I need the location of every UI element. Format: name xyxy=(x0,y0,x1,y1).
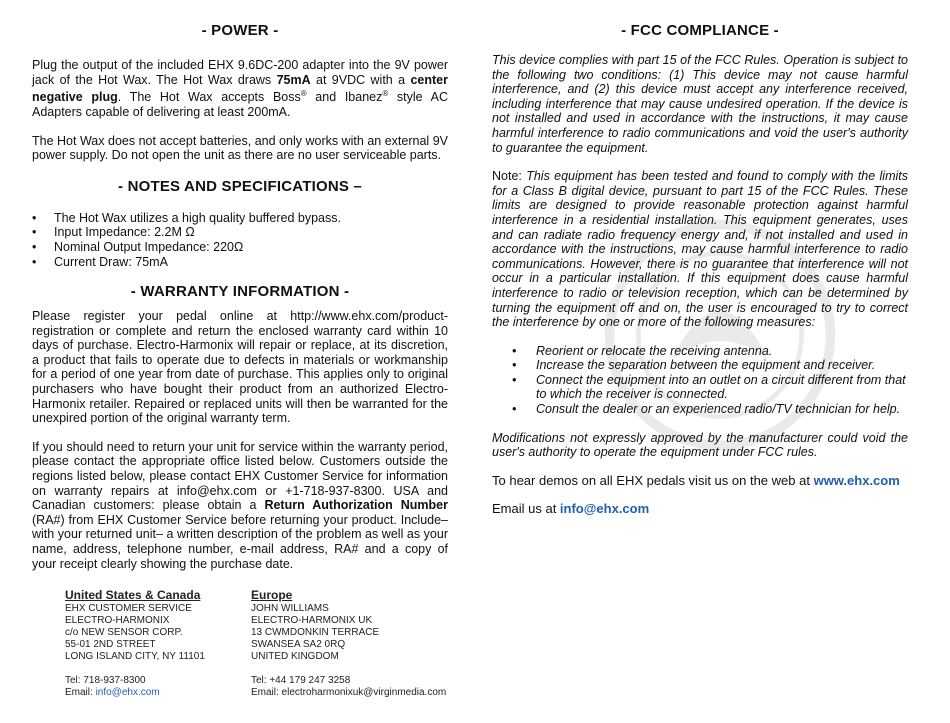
address-line: ELECTRO-HARMONIX xyxy=(65,615,170,626)
address-line: 13 CWMDONKIN TERRACE xyxy=(251,627,380,638)
us-canada-heading: United States & Canada xyxy=(65,588,201,602)
measure-item: • Connect the equipment into an outlet on a circuit different from that to which the receiver is connected. xyxy=(492,373,908,402)
address-line: SWANSEA SA2 0RQ xyxy=(251,639,346,650)
notes-heading: - NOTES AND SPECIFICATIONS – xyxy=(118,177,362,195)
spec-item: • Input Impedance: 2.2M Ω xyxy=(32,225,448,240)
europe-phone: Tel: +44 179 247 3258 xyxy=(251,675,351,686)
demos-line: To hear demos on all EHX pedals visit us on the web at www.ehx.com xyxy=(492,472,900,488)
fcc-measures-list xyxy=(492,344,908,417)
spec-item: • Current Draw: 75mA xyxy=(32,255,448,270)
email-link[interactable]: info@ehx.com xyxy=(559,501,650,517)
measure-item: • Consult the dealer or an experienced radio/TV technician for help. xyxy=(492,402,908,417)
note-label: Note: xyxy=(492,169,527,184)
warranty-heading: - WARRANTY INFORMATION - xyxy=(130,283,350,301)
measure-item: • Increase the separation between the equipment and receiver. xyxy=(492,358,908,373)
right-column xyxy=(492,0,908,517)
website-link[interactable]: www.ehx.com xyxy=(813,472,900,488)
fcc-modifications: Modifications not expressly approved by the manufacturer could void the user's authority to operate the equipment under FCC rules. xyxy=(492,430,908,460)
email-line: Email us at info@ehx.com xyxy=(492,501,650,517)
warranty-paragraph-2: If you should need to return your unit for service within the warranty period, please contact the appropriate office listed below. Customers outside the regions listed below, please contact EHX Customer Service for information on warranty repairs at info@ehx.com or +1-718-937-8300. USA and Canadian customers: please obtain a Return Authorization Number (RA#) from EHX Customer Service before returning your product. Include–with your returned unit– a written description of the problem as well as your name, address, telephone number, e-mail address, RA# and a copy of your receipt clearly showing the purchase date. xyxy=(32,439,448,571)
us-email-line: Email: info@ehx.com xyxy=(65,687,160,698)
europe-email: Email: electroharmonixuk@virginmedia.com xyxy=(251,687,447,698)
spec-item: • Nominal Output Impedance: 220Ω xyxy=(32,240,448,255)
spec-item: • The Hot Wax utilizes a high quality buffered bypass. xyxy=(32,211,448,226)
us-email-link[interactable]: info@ehx.com xyxy=(95,687,160,698)
europe-address xyxy=(251,588,461,699)
measure-item: • Reorient or relocate the receiving antenna. xyxy=(492,344,908,359)
warranty-paragraph-1: Please register your pedal online at http://www.ehx.com/product-registration or complete and return the enclosed warranty card within 10 days of purchase. Electro-Harmonix will repair or replace, at its discretion, a product that fails to operate due to defects in materials or workmanship for a period of one year from date of purchase. This applies only to original purchasers who have bought their product from an authorized Electro-Harmonix retailer. Repaired or replaced units will then be warranted for the unexpired portion of the original warranty term. xyxy=(32,309,448,426)
fcc-note-paragraph: Note: This equipment has been tested and found to comply with the limits for a Class B digital device, pursuant to part 15 of the FCC Rules. These limits are designed to provide reasonable protection against harmful interference in a residential installation. This equipment generates, uses and can radiate radio frequency energy and, if not installed and used in accordance with the instructions, may cause harmful interference to radio communications. However, there is no guarantee that interference will not occur in a particular installation. If this equipment does cause harmful interference to radio or television reception, which can be determined by turning the equipment off and on, the user is encouraged to try to correct the interference by one or more of the following measures: xyxy=(492,169,908,330)
fcc-heading: - FCC COMPLIANCE - xyxy=(621,22,779,39)
fcc-paragraph-1: This device complies with part 15 of the FCC Rules. Operation is subject to the following two conditions: (1) This device may not cause harmful interference, and (2) this device must accept any interference received, including interference that may cause undesired operation. If the device is not installed and used in accordance with the instructions, it may cause harmful interference to radio communications and void the user's authority to guarantee the equipment. xyxy=(492,53,908,155)
power-paragraph-2: The Hot Wax does not accept batteries, and only works with an external 9V power supply. Do not open the unit as there are no user serviceable parts. xyxy=(32,133,448,163)
address-line: EHX CUSTOMER SERVICE xyxy=(65,603,192,614)
europe-heading: Europe xyxy=(251,588,293,602)
address-line: UNITED KINGDOM xyxy=(251,651,339,662)
left-column xyxy=(32,0,448,571)
power-paragraph-1: Plug the output of the included EHX 9.6DC-200 adapter into the 9V power jack of the Hot Wax. The Hot Wax draws 75mA at 9VDC with a center negative plug. The Hot Wax accepts Boss® and Ibanez® style AC Adapters capable of delivering at least 200mA. xyxy=(32,58,448,119)
us-phone: Tel: 718-937-8300 xyxy=(65,675,146,686)
specs-list xyxy=(32,211,448,269)
address-line: 55-01 2ND STREET xyxy=(65,639,156,650)
address-line: LONG ISLAND CITY, NY 11101 xyxy=(65,651,205,662)
address-line: c/o NEW SENSOR CORP. xyxy=(65,627,183,638)
power-heading: - POWER - xyxy=(201,22,279,39)
address-line: ELECTRO-HARMONIX UK xyxy=(251,615,373,626)
address-line: JOHN WILLIAMS xyxy=(251,603,329,614)
us-canada-address xyxy=(65,588,245,699)
